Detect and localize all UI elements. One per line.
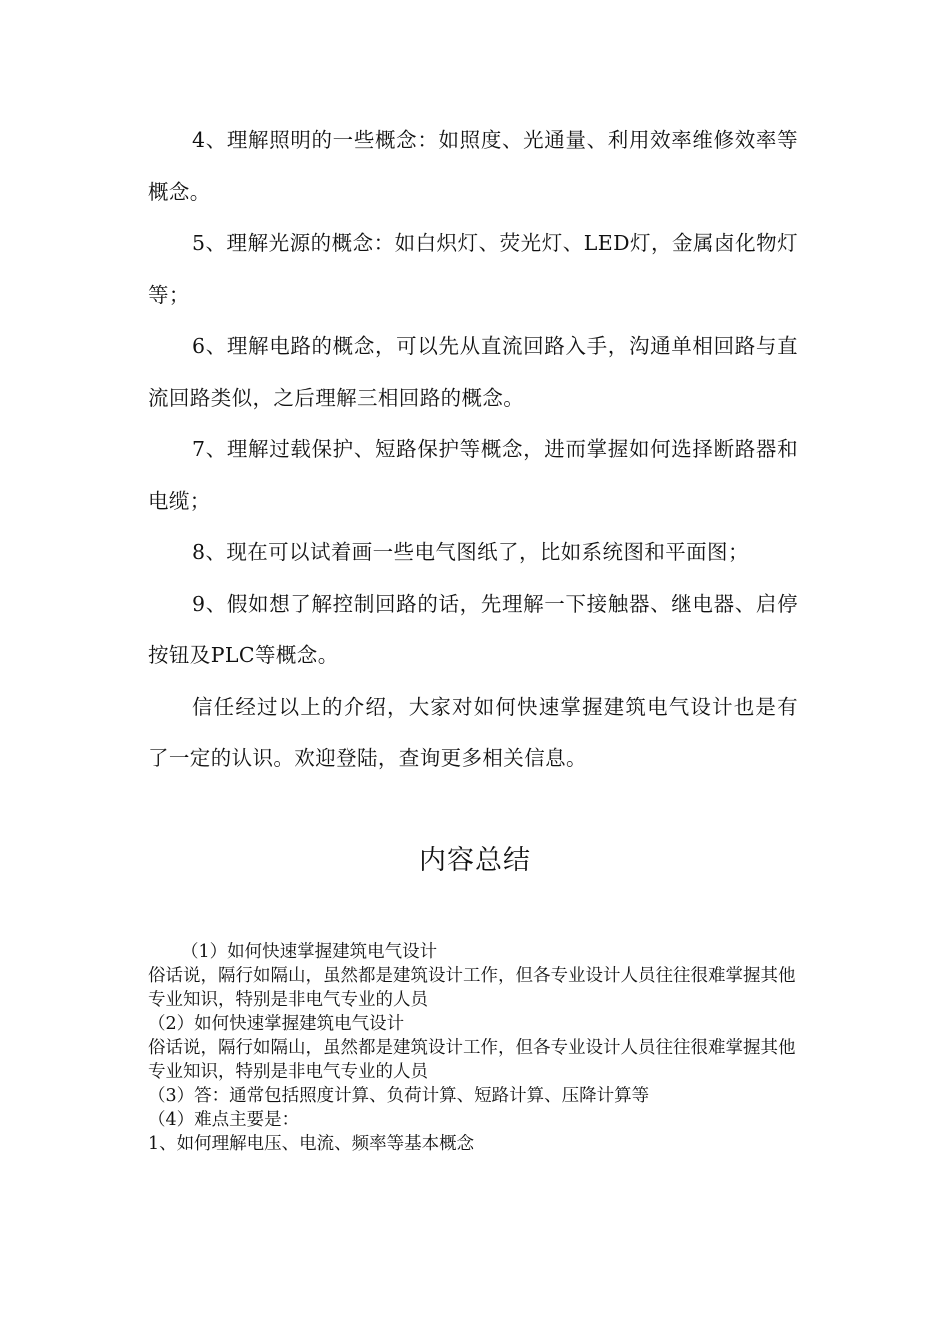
summary-section	[148, 940, 808, 1156]
paragraph-item-7: 7、理解过载保护、短路保护等概念，进而掌握如何选择断路器和电缆；	[148, 437, 798, 513]
summary-title: 内容总结	[419, 845, 531, 876]
paragraph-item-9: 9、假如想了解控制回路的话，先理解一下接触器、继电器、启停按钮及PLC等概念。	[148, 591, 798, 667]
body-text	[148, 115, 798, 785]
closing-paragraph: 信任经过以上的介绍，大家对如何快速掌握建筑电气设计也是有了一定的认识。欢迎登陆，查询更多相关信息。	[148, 694, 798, 770]
summary-line-1: （1）如何快速掌握建筑电气设计	[181, 942, 438, 962]
paragraph-item-6: 6、理解电路的概念，可以先从直流回路入手，沟通单相回路与直流回路类似，之后理解三相回路的概念。	[148, 334, 798, 410]
summary-line-6: （4）难点主要是：	[148, 1110, 300, 1130]
paragraph-item-8: 8、现在可以试着画一些电气图纸了，比如系统图和平面图；	[192, 540, 749, 564]
summary-line-2: 俗话说，隔行如隔山，虽然都是建筑设计工作，但各专业设计人员往往很难掌握其他专业知识，特别是非电气专业的人员	[148, 966, 796, 1010]
summary-line-4: 俗话说，隔行如隔山，虽然都是建筑设计工作，但各专业设计人员往往很难掌握其他专业知识，特别是非电气专业的人员	[148, 1038, 796, 1082]
paragraph-item-4: 4、理解照明的一些概念：如照度、光通量、利用效率维修效率等概念。	[148, 128, 798, 204]
summary-line-7: 1、如何理解电压、电流、频率等基本概念	[148, 1134, 475, 1154]
paragraph-item-5: 5、理解光源的概念：如白炽灯、荧光灯、LED灯，金属卤化物灯等；	[148, 231, 798, 307]
summary-line-5: （3）答：通常包括照度计算、负荷计算、短路计算、压降计算等	[148, 1086, 650, 1106]
summary-line-3: （2）如何快速掌握建筑电气设计	[148, 1014, 405, 1034]
